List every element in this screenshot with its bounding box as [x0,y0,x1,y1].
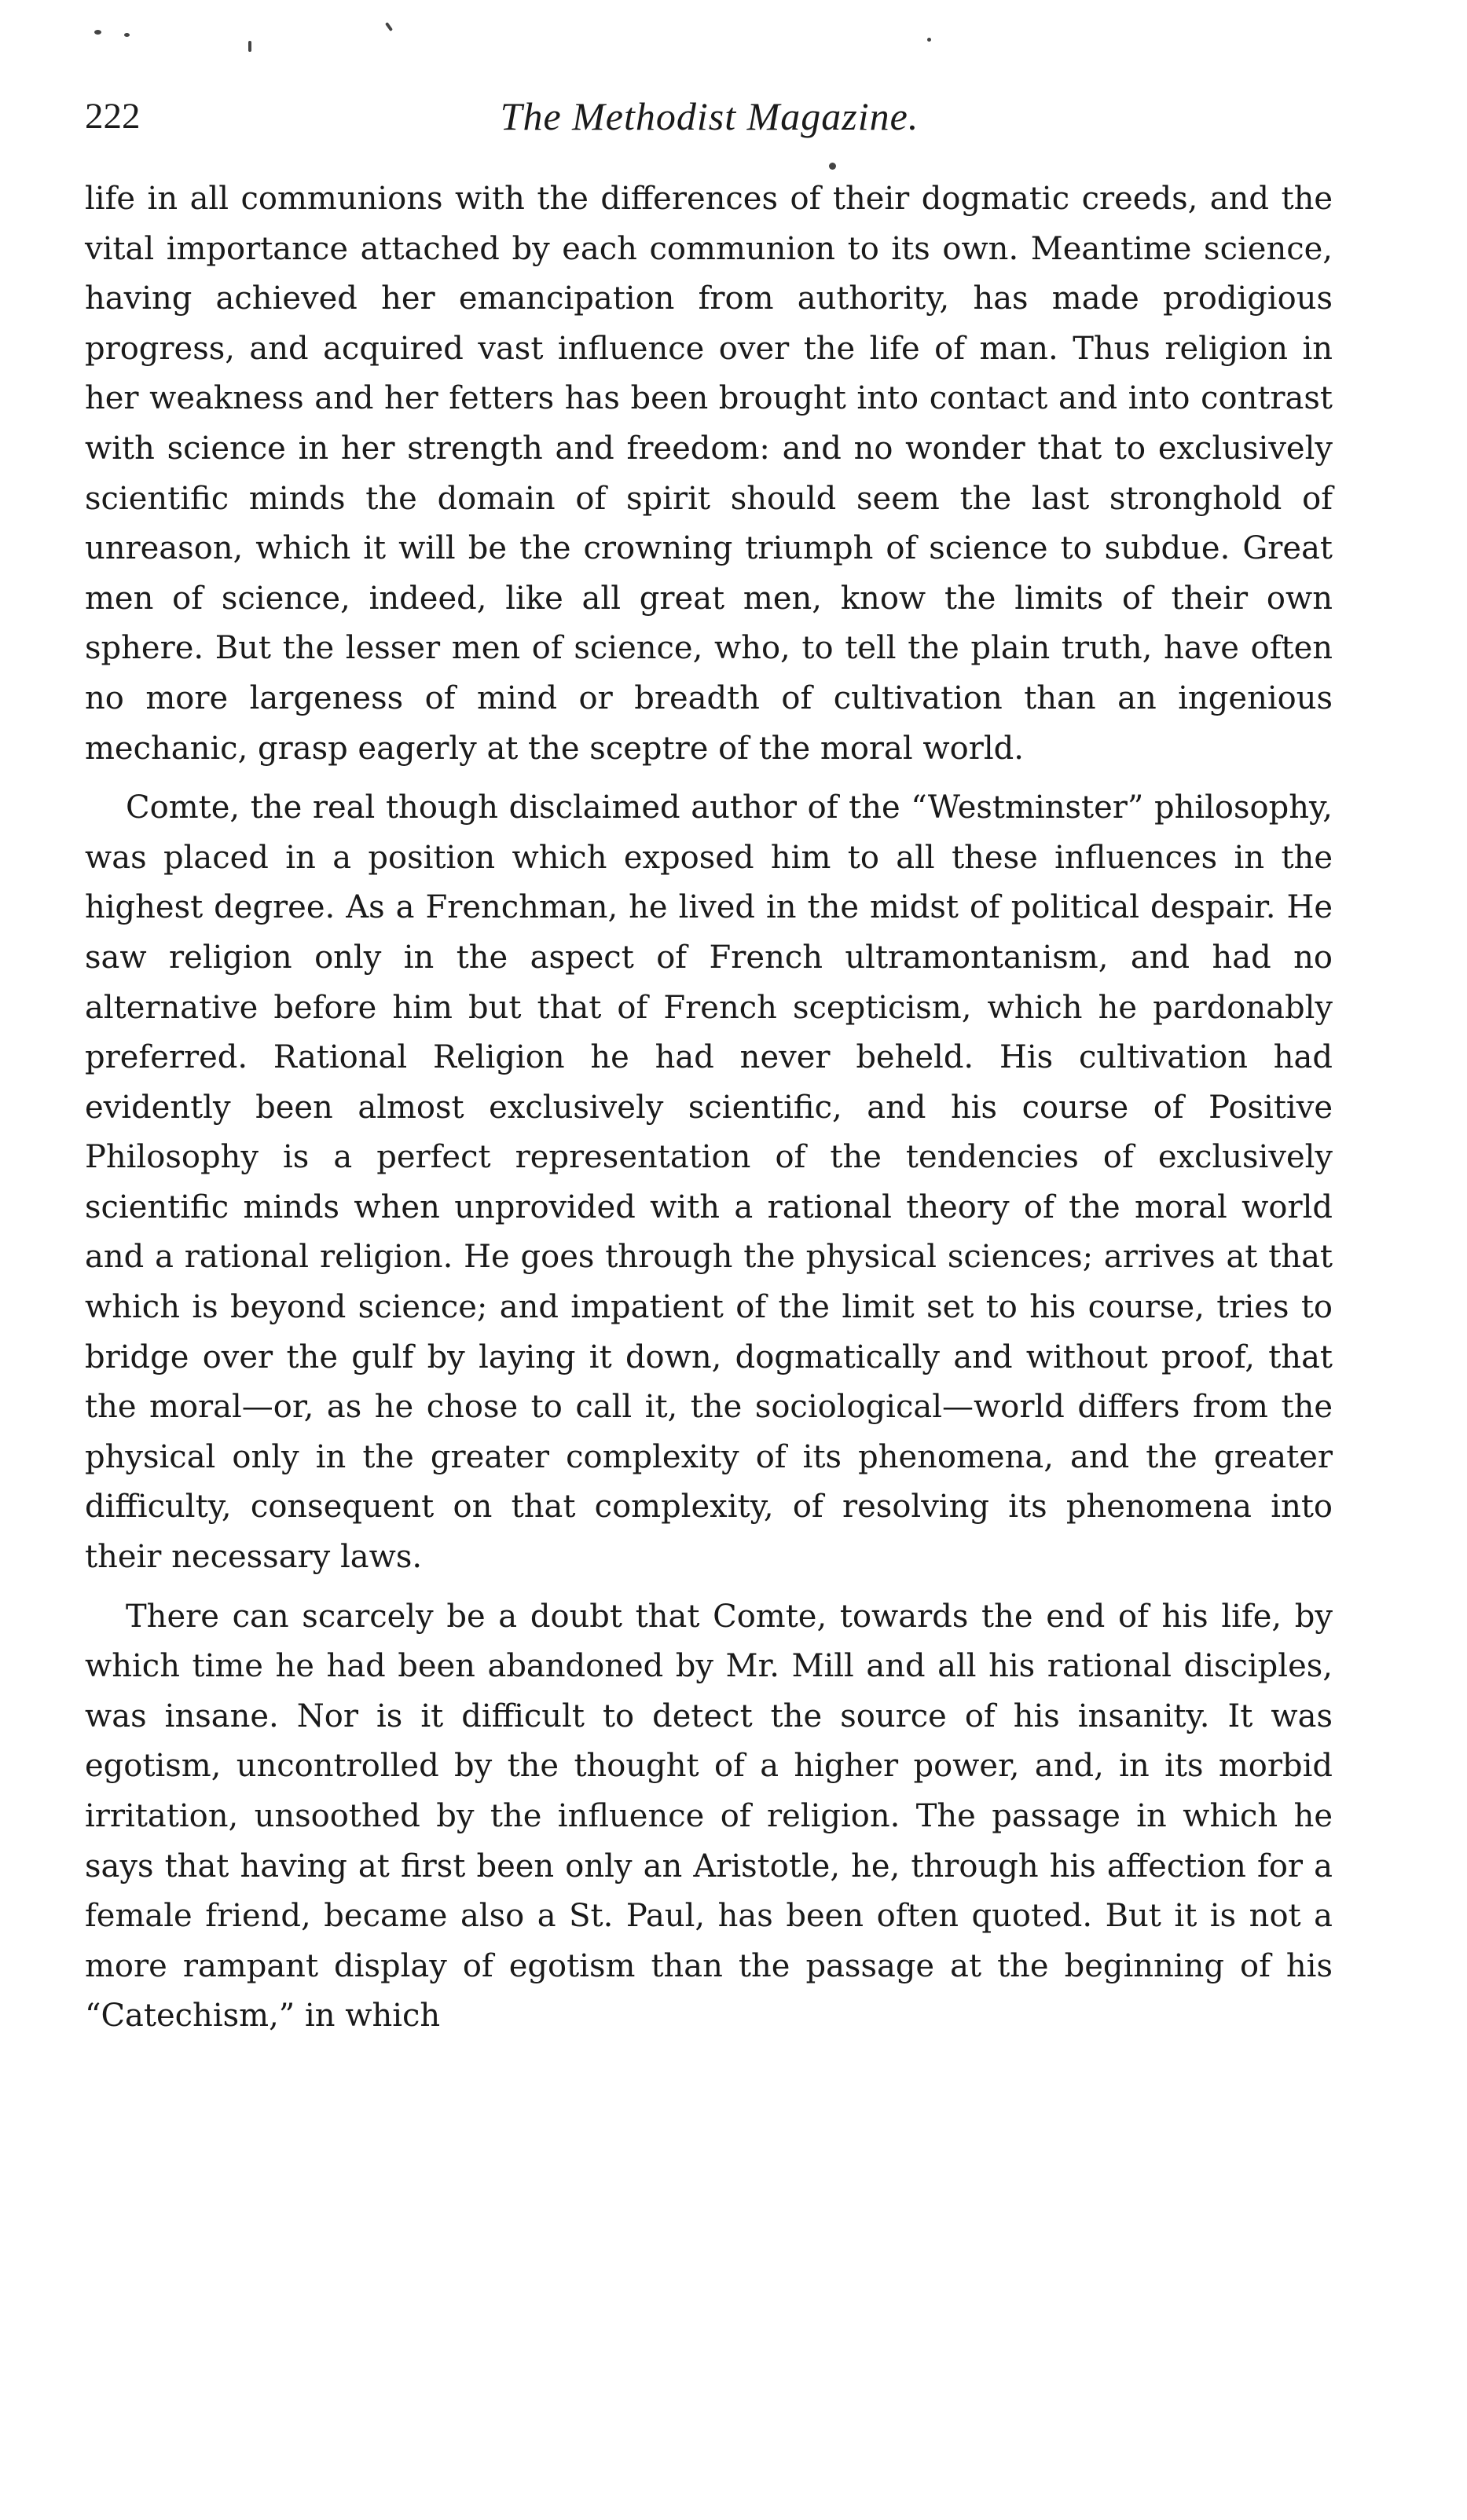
paragraph-comte-westminster: Comte, the real though disclaimed author of the “Westminster” philosophy, was placed in a position which exposed him to all these influences in the highest degree. As a Frenchman, he lived in the midst of political despair. He saw religion only in the aspect of French ultramontanism, and had no alternative before him but that of French scepticism, which he pardonably preferred. Rational Religion he had never beheld. His cultivation had evidently been almost exclusively scientific, and his course of Positive Philosophy is a perfect representation of the tendencies of exclusively scientific minds when unprovided with a rational theory of the moral world and a rational religion. He goes through the physical sciences; arrives at that which is beyond science; and impatient of the limit set to his course, tries to bridge over the gulf by laying it down, dogmatically and without proof, that the moral—or, as he chose to call it, the sociological—world differs from the physical only in the greater complexity of its phenomena, and the greater difficulty, consequent on that complexity, of resolving its phenomena into their necessary laws. [85,789,1333,1576]
article-body [85,174,1333,2051]
print-speck [124,33,130,37]
paragraph-continued: life in all communions with the differences of their dogmatic creeds, and the vital importance attached by each communion to its own. Meantime science, having achieved her emancipation from authority, has made prodigious progress, and acquired vast influence over the life of man. Thus religion in her weakness and her fetters has been brought into contact and into contrast with science in her strength and freedom: and no wonder that to exclusively scientific minds the domain of spirit should seem the last stronghold of unreason, which it will be the crowning triumph of science to subdue. Great men of science, indeed, like all great men, know the limits of their own sphere. But the lesser men of science, who, to tell the plain truth, have often no more largeness of mind or breadth of cultivation than an ingenious mechanic, grasp eagerly at the sceptre of the moral world. [85,181,1333,767]
paragraph-comte-insanity: There can scarcely be a doubt that Comte, towards the end of his life, by which time he had been abandoned by Mr. Mill and all his rational disciples, was insane. Nor is it difficult to detect the source of his insanity. It was egotism, uncontrolled by the thought of a higher power, and, in its morbid irritation, unsoothed by the influence of religion. The passage in which he says that having at first been only an Aristotle, he, through his affection for a female friend, became also a St. Paul, has been often quoted. But it is not a more rampant display of egotism than the passage at the beginning of his “Catechism,” in which [85,1598,1333,2035]
page-header [85,85,1334,148]
print-speck [829,163,836,170]
running-title: The Methodist Magazine. [500,94,919,138]
print-speck [248,41,251,52]
print-speck [927,38,931,42]
print-speck [94,30,101,35]
page-number: 222 [85,96,141,137]
print-speck [385,22,393,31]
